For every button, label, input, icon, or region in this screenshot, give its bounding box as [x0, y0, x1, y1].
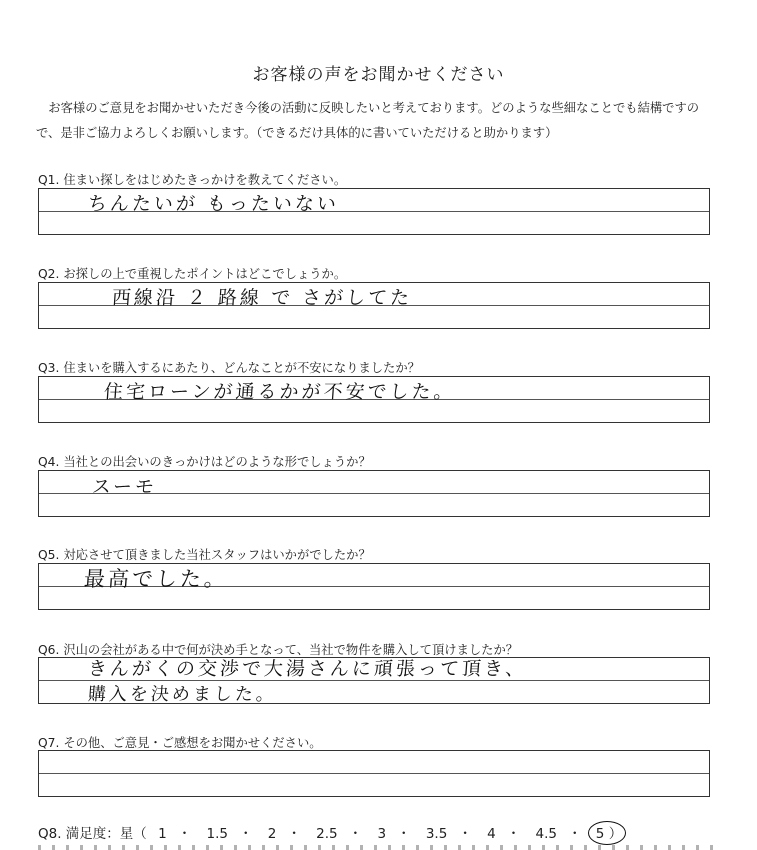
intro-text: お客様のご意見をお聞かせいただき今後の活動に反映したいと考えております。どのような些細なことでも結構ですので、是非ご協力よろしくお願いします。（できるだけ具体的に書いていただけると助かります）	[36, 101, 700, 140]
rating-option-4[interactable]: 4	[487, 826, 496, 842]
rating-option-1[interactable]: 1	[158, 826, 167, 842]
rating-option-2-5[interactable]: 2.5	[316, 826, 338, 842]
question-2-label: Q2. お探しの上で重視したポイントはどこでしょうか。	[38, 267, 347, 281]
rating-label: Q8. 満足度：星（	[38, 826, 147, 842]
answer-4-line-1: スーモ	[91, 476, 158, 498]
question-4-label: Q4. 当社との出会いのきっかけはどのような形でしょうか？	[38, 455, 371, 469]
cutoff-next-line	[38, 845, 718, 850]
question-1-label: Q1. 住まい探しをはじめたきっかけを教えてください。	[38, 173, 347, 187]
satisfaction-rating: Q8. 満足度：星（ 1 ・ 1.5 ・ 2 ・ 2.5 ・ 3 ・ 3.5 ・ 4 ・ 4.5 ・ 5 ）	[38, 822, 622, 842]
answer-1-line-1: ちんたいが もったいない	[87, 193, 340, 215]
rating-option-3-5[interactable]: 3.5	[425, 826, 448, 842]
question-5-label: Q5. 対応させて頂きました当社スタッフはいかがでしたか？	[38, 548, 371, 562]
answer-2-line-1: 西線沿 ２ 路線 で さがしてた	[111, 287, 413, 309]
question-6-label: Q6. 沢山の会社がある中で何が決め手となって、当社で物件を購入して頂けましたか？	[38, 643, 519, 657]
answer-5-line-1: 最高でした。	[83, 567, 229, 591]
page-title: お客様の声をお聞かせください	[252, 65, 505, 85]
rating-option-3[interactable]: 3	[377, 826, 387, 842]
rating-close: ）	[608, 826, 623, 842]
rating-option-4-5[interactable]: 4.5	[535, 826, 557, 842]
answer-6-line-2: 購入を決めました。	[87, 684, 278, 705]
question-7-label: Q7. その他、ご意見・ご感想をお聞かせください。	[38, 736, 322, 750]
question-3-label: Q3. 住まいを購入するにあたり、どんなことが不安になりましたか？	[38, 361, 420, 375]
rating-option-2[interactable]: 2	[267, 826, 277, 842]
answer-3-line-1: 住宅ローンが通るかが不安でした。	[103, 381, 457, 403]
rating-option-5-selected[interactable]: 5	[595, 826, 605, 842]
answer-6-line-1: きんがくの交渉で大湯さんに頑張って頂き、	[87, 658, 528, 680]
answer-box-7[interactable]	[38, 750, 710, 797]
rating-option-1-5[interactable]: 1.5	[206, 826, 228, 842]
